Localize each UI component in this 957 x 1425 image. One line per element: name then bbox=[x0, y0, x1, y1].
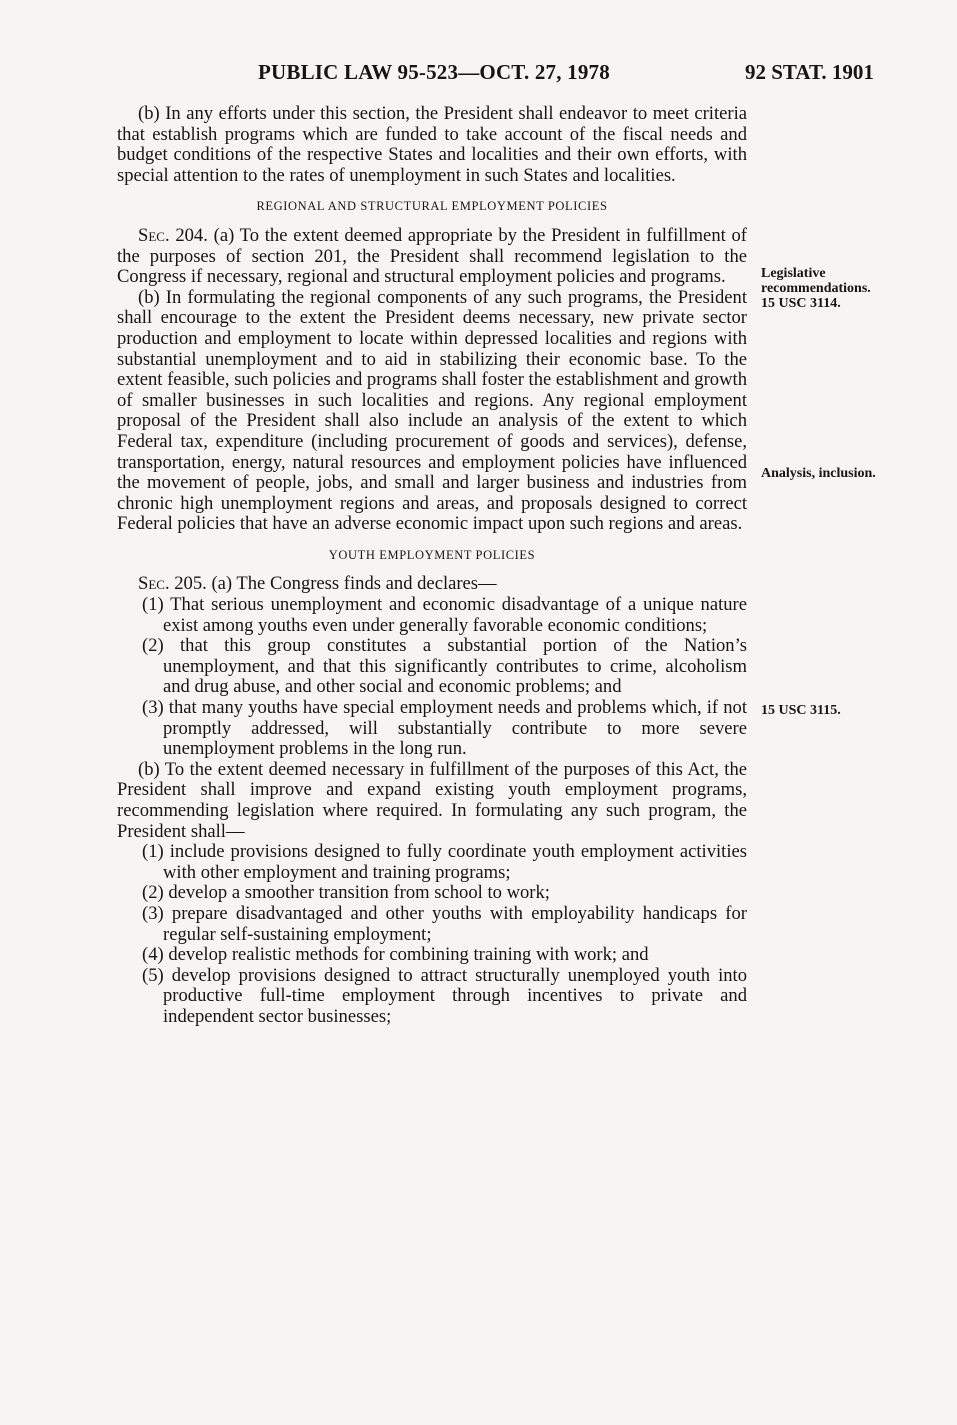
clause-a2 bbox=[142, 635, 747, 698]
clause-label: (3) bbox=[142, 902, 164, 924]
section-heading-regional: REGIONAL AND STRUCTURAL EMPLOYMENT POLICIES bbox=[256, 199, 608, 214]
clause-b1 bbox=[142, 841, 747, 883]
paragraph-sec205-b: (b) To the extent deemed necessary in fulfillment of the purposes of this Act, the President shall improve and expand existing youth employment programs, recommending legislation where required. In formulating any such program, the President shall— bbox=[117, 758, 747, 842]
paragraph-sec203-b: (b) In any efforts under this section, the President shall endeavor to meet criteria that establish programs which are funded to take account of the fiscal needs and budget conditions of the respective States and localities and their own efforts, with special attention to the rates of unemployment in such States and localities. bbox=[117, 103, 747, 186]
statute-body bbox=[117, 104, 747, 1028]
clause-b5 bbox=[142, 964, 747, 1028]
paragraph-sec204-a bbox=[117, 226, 747, 288]
clause-label: (5) bbox=[142, 964, 164, 986]
clause-a3 bbox=[142, 697, 747, 760]
clause-label: (2) bbox=[142, 882, 164, 904]
clause-b2 bbox=[142, 882, 747, 904]
clause-label: (1) bbox=[142, 841, 164, 863]
margin-note-usc-3115 bbox=[761, 703, 881, 718]
clause-text: prepare disadvantaged and other youths with employability handicaps for regular self-sustaining employment; bbox=[163, 902, 747, 945]
clause-b3 bbox=[142, 902, 747, 945]
section-heading-youth: YOUTH EMPLOYMENT POLICIES bbox=[328, 547, 536, 562]
paragraph-sec205-a bbox=[117, 574, 747, 595]
section-label: Sec. 205. bbox=[138, 573, 207, 595]
clause-text: that many youths have special employment needs and problems which, if not promptly addressed, will substantially contribute to more severe unemployment problems in the long run. bbox=[163, 697, 747, 760]
margin-note-text: Analysis, inclusion. bbox=[761, 466, 876, 481]
margin-note-usc: 15 USC 3115. bbox=[761, 703, 841, 718]
section-text: (a) To the extent deemed appropriate by the President in fulfillment of the purposes of section 201, the President shall recommend legislation to the Congress if necessary, regional and structural employment policies and programs. bbox=[117, 224, 748, 288]
clause-text: develop realistic methods for combining training with work; and bbox=[163, 944, 649, 966]
paragraph-sec204-b: (b) In formulating the regional components of any such programs, the President shall encourage to the extent the President deems necessary, new private sector production and employment to locate within depressed localities and regions with substantial unemployment and to aid in stabilizing their economic base. To the extent feasible, such policies and programs shall foster the establishment and growth of smaller businesses in such localities and regions. Any regional employment proposal of the President shall also include an analysis of the extent to which Federal tax, expenditure (including procurement of goods and services), defense, transportation, energy, natural resources and employment policies have influenced the movement of people, jobs, and small and larger business and industries from chronic high unemployment regions and areas, and proposals designed to correct Federal policies that have an adverse economic impact upon such regions and areas. bbox=[117, 286, 747, 535]
section-text: (a) The Congress finds and declares— bbox=[206, 573, 497, 595]
page-citation: 92 STAT. 1901 bbox=[745, 60, 874, 84]
running-header-title: PUBLIC LAW 95-523—OCT. 27, 1978 bbox=[258, 60, 610, 84]
section-label: Sec. 204. bbox=[138, 224, 208, 246]
clause-text: develop a smoother transition from school to work; bbox=[163, 882, 550, 904]
margin-note-legislative bbox=[761, 266, 881, 311]
clause-a1 bbox=[142, 594, 747, 636]
clause-text: develop provisions designed to attract structurally unemployed youth into productive full-time employment through incentives to private and independent sector businesses; bbox=[163, 964, 747, 1027]
clause-label: (1) bbox=[142, 594, 164, 616]
margin-note-usc: 15 USC 3114. bbox=[761, 296, 841, 311]
clause-label: (2) bbox=[142, 635, 164, 657]
clause-text: include provisions designed to fully coordinate youth employment activities with other employment and training programs; bbox=[163, 841, 747, 883]
clause-label: (3) bbox=[142, 697, 164, 719]
margin-note-analysis bbox=[761, 466, 881, 481]
clause-b4 bbox=[142, 944, 747, 966]
clause-text: that this group constitutes a substantial portion of the Nation’s unemployment, and that this significantly contributes to crime, alcoholism and drug abuse, and other social and economic problems; and bbox=[163, 635, 747, 698]
clause-text: That serious unemployment and economic disadvantage of a unique nature exist among youths even under generally favorable economic conditions; bbox=[163, 594, 747, 636]
margin-note-text: Legislative recommendations. bbox=[761, 266, 871, 296]
clause-label: (4) bbox=[142, 944, 164, 966]
